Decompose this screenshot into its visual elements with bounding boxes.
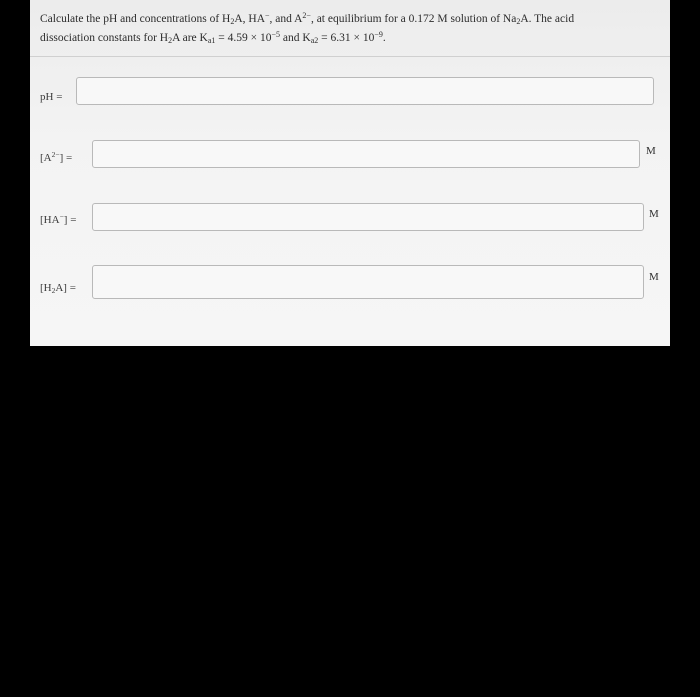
ph-label-text: pH = <box>40 91 63 103</box>
question-text-superscript: −9 <box>374 30 383 39</box>
ha-unit-label: M <box>649 208 659 220</box>
ha-label-text: ] = <box>63 214 77 226</box>
question-text-part: A, HA <box>234 13 265 25</box>
question-text-superscript: − <box>265 11 270 20</box>
question-text-superscript: 2− <box>302 11 311 20</box>
ha-label-text: [HA <box>40 214 60 226</box>
question-text-part: Calculate the pH and concentrations of H <box>40 13 231 25</box>
h2a-label-text: A] = <box>55 282 76 294</box>
h2a-concentration-label <box>40 282 76 294</box>
h2a-concentration-input[interactable] <box>92 265 644 299</box>
question-text-subscript: 2 <box>168 36 173 45</box>
ha-concentration-label <box>40 214 76 226</box>
ph-input[interactable] <box>76 77 654 105</box>
ha-concentration-input[interactable] <box>92 203 644 231</box>
h2a-label-subscript: 2 <box>51 286 56 295</box>
ha-label-superscript: − <box>59 212 64 221</box>
question-text-part: , and A <box>269 13 303 25</box>
question-text-superscript: −5 <box>271 30 281 39</box>
question-text-part: A. The acid <box>520 13 575 25</box>
question-text <box>40 10 660 48</box>
a2-concentration-input[interactable] <box>92 140 640 168</box>
question-text-part: and K <box>280 32 311 44</box>
a2-label-text: ] = <box>59 152 73 164</box>
question-text-subscript: 2 <box>230 17 235 26</box>
question-text-part: . <box>382 32 386 44</box>
a2-concentration-label <box>40 152 72 164</box>
question-text-part: = 4.59 × 10 <box>215 32 272 44</box>
question-text-part: A are K <box>172 32 208 44</box>
question-text-part: , at equilibrium for a 0.172 M solution of Na <box>310 13 517 25</box>
h2a-label-text: [H <box>40 282 52 294</box>
a2-label-superscript: 2− <box>51 150 60 159</box>
ph-label <box>40 91 62 103</box>
question-divider <box>30 56 670 57</box>
question-text-part: dissociation constants for H <box>40 32 169 44</box>
question-text-subscript: 2 <box>516 17 521 26</box>
question-text-part: = 6.31 × 10 <box>318 32 375 44</box>
question-card <box>30 0 670 346</box>
a2-unit-label: M <box>646 145 656 157</box>
h2a-unit-label: M <box>649 271 659 283</box>
question-text-subscript: a2 <box>310 36 319 45</box>
question-text-subscript: a1 <box>207 36 216 45</box>
a2-label-text: [A <box>40 152 52 164</box>
